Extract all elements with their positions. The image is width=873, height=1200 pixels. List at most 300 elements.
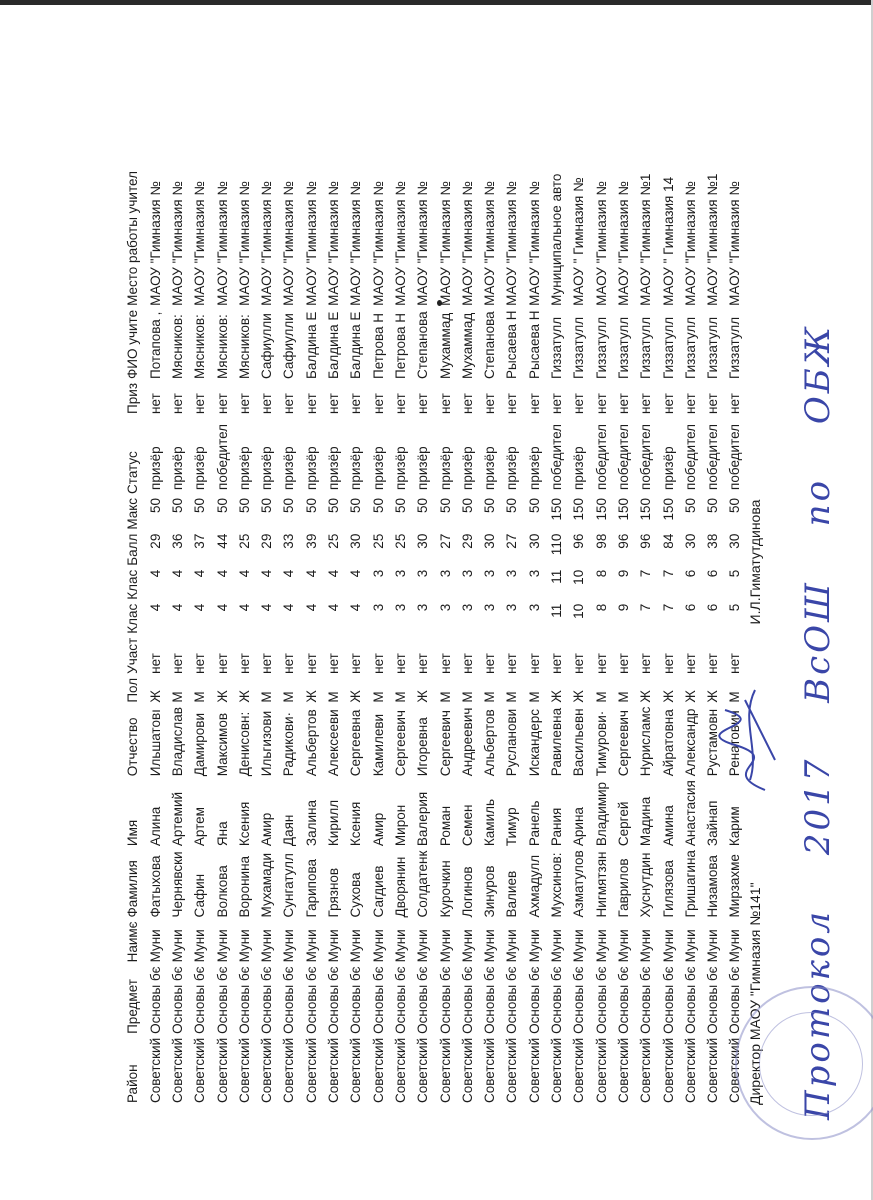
table-cell: Фатыхова xyxy=(147,855,163,918)
table-cell: Рустамовн xyxy=(705,708,721,777)
table-cell: Основы бє xyxy=(482,966,498,1034)
table-cell: Основы бє xyxy=(459,966,475,1034)
table-cell: 44 xyxy=(214,533,230,549)
column-header: Наимє xyxy=(125,921,141,963)
table-cell: М xyxy=(192,691,208,703)
table-cell: Советский xyxy=(348,1037,364,1103)
table-cell: МАОУ "Гимназия № xyxy=(727,181,743,306)
table-cell: Дамирови xyxy=(192,713,208,777)
column-header: Макс xyxy=(125,497,141,530)
table-cell: Муни xyxy=(348,929,364,963)
table-cell: Основы бє xyxy=(147,966,163,1034)
table-cell: МАОУ " Гимназия 14 xyxy=(660,176,676,306)
table-cell: Советский xyxy=(705,1037,721,1103)
table-cell: Муни xyxy=(326,929,342,963)
table-cell: Амир xyxy=(370,812,386,847)
table-cell: нет xyxy=(392,393,408,414)
table-cell: Айратовна xyxy=(660,709,676,777)
table-cell: МАОУ "Гимназия №1 xyxy=(705,173,721,306)
column-header: Район xyxy=(125,1064,141,1103)
rotated-page xyxy=(0,100,873,1200)
table-cell: Азматулов xyxy=(571,850,587,918)
table-cell: нет xyxy=(437,393,453,414)
table-cell: 27 xyxy=(504,533,520,549)
table-cell: победител xyxy=(705,423,721,490)
table-cell: Ж xyxy=(236,690,252,703)
table-cell: 4 xyxy=(326,569,342,578)
table-cell: Залина xyxy=(303,800,319,847)
table-cell: Советский xyxy=(437,1037,453,1103)
table-cell: Алексееви xyxy=(326,709,342,777)
table-cell: Муни xyxy=(459,929,475,963)
table-cell: Карим xyxy=(727,806,743,847)
table-row xyxy=(233,169,255,1105)
table-cell: победител xyxy=(593,423,609,490)
table-cell: 7 xyxy=(660,569,676,578)
table-cell: Гиззатулл xyxy=(660,316,676,379)
table-cell: М xyxy=(169,691,185,703)
table-cell: Советский xyxy=(214,1037,230,1103)
table-cell: Основы бє xyxy=(660,966,676,1034)
table-cell: Искандерс xyxy=(526,708,542,777)
table-cell: Тимурови· xyxy=(593,710,609,777)
table-cell: нет xyxy=(236,393,252,414)
table-cell: 3 xyxy=(459,569,475,578)
table-cell: Ранель xyxy=(526,800,542,847)
table-cell: нет xyxy=(370,653,386,674)
table-cell: 5 xyxy=(727,569,743,578)
table-cell: М xyxy=(526,691,542,703)
table-cell: призёр xyxy=(348,446,364,490)
table-cell: 3 xyxy=(392,603,408,612)
table-cell: нет xyxy=(348,653,364,674)
table-cell: 3 xyxy=(370,569,386,578)
table-cell: Низамова xyxy=(705,855,721,918)
table-cell: нет xyxy=(303,653,319,674)
table-cell: 4 xyxy=(192,603,208,612)
table-cell: 50 xyxy=(392,497,408,513)
table-cell: 3 xyxy=(504,569,520,578)
table-cell: Основы бє xyxy=(192,966,208,1034)
table-cell: призёр xyxy=(660,446,676,490)
table-cell: нет xyxy=(705,393,721,414)
table-row xyxy=(456,169,478,1105)
table-cell: 50 xyxy=(727,497,743,513)
table-cell: Солдатенк xyxy=(415,850,431,918)
table-row xyxy=(211,169,233,1105)
table-cell: 4 xyxy=(236,603,252,612)
table-cell: МАОУ "Гимназия № xyxy=(303,181,319,306)
table-cell: МАОУ "Гимназия № xyxy=(482,181,498,306)
table-cell: 8 xyxy=(593,569,609,578)
table-cell: 6 xyxy=(682,569,698,578)
table-cell: М xyxy=(593,691,609,703)
table-cell: Андреевич xyxy=(459,707,475,777)
table-cell: Сафин xyxy=(192,873,208,918)
table-cell: нет xyxy=(437,653,453,674)
table-cell: Муни xyxy=(236,929,252,963)
table-cell: МАОУ "Гимназия № xyxy=(370,181,386,306)
table-cell: 30 xyxy=(682,533,698,549)
table-cell: Кирилл xyxy=(326,799,342,847)
table-cell: Основы бє xyxy=(169,966,185,1034)
table-cell: Нигмятзян xyxy=(593,851,609,918)
table-cell: Муни xyxy=(682,929,698,963)
table-cell: Основы бє xyxy=(593,966,609,1034)
table-cell: Муни xyxy=(169,929,185,963)
table-cell: Советский xyxy=(281,1037,297,1103)
table-cell: 5 xyxy=(727,603,743,612)
table-cell: 38 xyxy=(705,533,721,549)
table-cell: Советский xyxy=(236,1037,252,1103)
table-cell: нет xyxy=(326,393,342,414)
table-cell: Мирзахме xyxy=(727,854,743,918)
table-cell: призёр xyxy=(482,446,498,490)
table-cell: 9 xyxy=(615,603,631,612)
table-cell: Муни xyxy=(549,929,565,963)
column-header: Приз xyxy=(125,382,141,414)
table-cell: Тимур xyxy=(504,807,520,847)
table-cell: 50 xyxy=(236,497,252,513)
table-cell: 4 xyxy=(147,569,163,578)
table-cell: Ж xyxy=(415,690,431,703)
table-cell: Муни xyxy=(526,929,542,963)
table-cell: МАОУ "Гимназия № xyxy=(192,181,208,306)
table-cell: Яна xyxy=(214,821,230,847)
table-cell: 3 xyxy=(526,569,542,578)
table-cell: Муни xyxy=(593,929,609,963)
table-cell: Советский xyxy=(326,1037,342,1103)
table-cell: Гришагина xyxy=(682,850,698,918)
table-cell: Основы бє xyxy=(571,966,587,1034)
table-cell: 50 xyxy=(415,497,431,513)
table-cell: М xyxy=(259,691,275,703)
table-cell: Гиззатулл xyxy=(682,316,698,379)
table-cell: Советский xyxy=(638,1037,654,1103)
column-header: Статус xyxy=(125,451,141,494)
table-cell: 50 xyxy=(192,497,208,513)
table-cell: победител xyxy=(615,423,631,490)
table-row xyxy=(367,169,389,1105)
table-cell: 50 xyxy=(526,497,542,513)
table-cell: МАОУ "Гимназия № xyxy=(236,181,252,306)
table-cell: 4 xyxy=(192,569,208,578)
table-row xyxy=(523,169,545,1105)
table-row xyxy=(635,169,657,1105)
table-cell: 4 xyxy=(169,603,185,612)
school-stamp xyxy=(735,986,873,1140)
table-cell: нет xyxy=(504,653,520,674)
table-cell: 25 xyxy=(370,533,386,549)
table-cell: Владислав xyxy=(169,707,185,777)
table-cell: нет xyxy=(147,653,163,674)
table-cell: 150 xyxy=(660,497,676,521)
table-cell: Сергеевна xyxy=(348,709,364,777)
table-cell: Сафиулли xyxy=(259,313,275,379)
table-cell: нет xyxy=(660,653,676,674)
table-cell: Основы бє xyxy=(415,966,431,1034)
table-cell: Гиззатулл xyxy=(593,316,609,379)
table-cell: Ж xyxy=(214,690,230,703)
table-cell: Советский xyxy=(660,1037,676,1103)
table-row xyxy=(323,169,345,1105)
table-cell: 84 xyxy=(660,533,676,549)
table-cell: победител xyxy=(549,423,565,490)
table-cell: Алина xyxy=(147,806,163,847)
table-cell: М xyxy=(727,691,743,703)
column-header: Место работы учител xyxy=(125,171,141,306)
protocol-table xyxy=(122,169,746,1105)
table-row xyxy=(434,169,456,1105)
director-name: И.Л.Гиматутдинова xyxy=(747,499,763,625)
table-cell: 30 xyxy=(415,533,431,549)
table-cell: Ж xyxy=(549,690,565,703)
table-cell: 4 xyxy=(214,603,230,612)
table-cell: Советский xyxy=(259,1037,275,1103)
table-cell: 30 xyxy=(526,533,542,549)
table-cell: Муни xyxy=(303,929,319,963)
table-row xyxy=(479,169,501,1105)
table-cell: нет xyxy=(259,653,275,674)
table-cell: победител xyxy=(682,423,698,490)
table-cell: Ж xyxy=(303,690,319,703)
table-cell: Муни xyxy=(281,929,297,963)
table-row xyxy=(300,169,322,1105)
table-cell: Артем xyxy=(192,807,208,847)
table-cell: 96 xyxy=(571,533,587,549)
table-cell: Сергеевич xyxy=(615,710,631,777)
table-cell: Дворянин xyxy=(392,856,408,918)
table-cell: нет xyxy=(147,393,163,414)
table-cell: Мадина xyxy=(638,796,654,847)
table-cell: призёр xyxy=(504,446,520,490)
table-cell: 50 xyxy=(214,497,230,513)
table-cell: Амина xyxy=(660,805,676,847)
table-cell: 4 xyxy=(326,603,342,612)
table-cell: нет xyxy=(727,393,743,414)
table-cell: нет xyxy=(192,653,208,674)
table-cell: 4 xyxy=(169,569,185,578)
director-title: Директор МАОУ "Гимназия №141" xyxy=(747,882,763,1105)
table-cell: 6 xyxy=(705,603,721,612)
table-cell: Петрова Н xyxy=(370,312,386,379)
table-cell: 29 xyxy=(459,533,475,549)
table-row xyxy=(613,169,635,1105)
table-cell: 3 xyxy=(482,603,498,612)
table-cell: Основы бє xyxy=(727,966,743,1034)
table-cell: Советский xyxy=(459,1037,475,1103)
table-cell: 30 xyxy=(348,533,364,549)
table-cell: Петрова Н xyxy=(392,312,408,379)
table-cell: Муни xyxy=(615,929,631,963)
table-cell: 150 xyxy=(593,497,609,521)
table-cell: Альбертов xyxy=(482,709,498,777)
table-cell: Основы бє xyxy=(682,966,698,1034)
table-cell: нет xyxy=(571,393,587,414)
table-cell: Ксения xyxy=(348,801,364,847)
table-cell: МАОУ "Гимназия № xyxy=(348,181,364,306)
table-cell: 3 xyxy=(526,603,542,612)
table-cell: нет xyxy=(281,653,297,674)
table-cell: Русланови xyxy=(504,708,520,777)
table-cell: нет xyxy=(459,653,475,674)
table-cell: Советский xyxy=(571,1037,587,1103)
table-cell: Владимир xyxy=(593,781,609,847)
table-cell: нет xyxy=(482,653,498,674)
handwritten-signature xyxy=(705,680,795,800)
table-cell: Гиззатулл xyxy=(727,316,743,379)
table-cell: Рысаева Н xyxy=(504,310,520,379)
table-row xyxy=(568,169,590,1105)
table-cell: М xyxy=(326,691,342,703)
table-cell: Воронина xyxy=(236,855,252,918)
table-cell: нет xyxy=(682,393,698,414)
table-cell: Ж xyxy=(571,690,587,703)
table-cell: Балдина Е xyxy=(303,311,319,379)
table-cell: 3 xyxy=(482,569,498,578)
table-cell: 3 xyxy=(415,569,431,578)
table-cell: нет xyxy=(638,393,654,414)
table-row xyxy=(679,169,701,1105)
table-cell: Основы бє xyxy=(303,966,319,1034)
table-cell: 96 xyxy=(615,533,631,549)
table-cell: 29 xyxy=(259,533,275,549)
table-cell: Ренатович xyxy=(727,710,743,777)
table-cell: Основы бє xyxy=(638,966,654,1034)
table-cell: М xyxy=(504,691,520,703)
table-cell: нет xyxy=(660,393,676,414)
table-cell: призёр xyxy=(281,446,297,490)
table-cell: Советский xyxy=(504,1037,520,1103)
table-cell: М xyxy=(370,691,386,703)
table-cell: 50 xyxy=(259,497,275,513)
table-cell: Муни xyxy=(660,929,676,963)
table-cell: 4 xyxy=(303,569,319,578)
table-cell: 50 xyxy=(705,497,721,513)
handwritten-title: Протокол 2017 ВсОШ по ОБЖ xyxy=(798,324,838,1120)
table-cell: Сухова xyxy=(348,872,364,918)
table-cell: Сергеевич xyxy=(437,710,453,777)
table-cell: Рысаева Н xyxy=(526,310,542,379)
table-cell: Ильгизови xyxy=(259,710,275,777)
column-header: Клас xyxy=(125,569,141,600)
table-cell: Муни xyxy=(482,929,498,963)
table-cell: МАОУ "Гимназия № xyxy=(459,181,475,306)
table-cell: Мухамади xyxy=(259,852,275,918)
table-cell: нет xyxy=(615,393,631,414)
table-cell: Муни xyxy=(727,929,743,963)
table-cell: Валерия xyxy=(415,791,431,847)
table-cell: Ж xyxy=(705,690,721,703)
table-cell: 4 xyxy=(281,569,297,578)
table-cell: 4 xyxy=(214,569,230,578)
table-cell: Мухаммад xyxy=(437,312,453,379)
table-cell: 9 xyxy=(615,569,631,578)
table-cell: нет xyxy=(392,653,408,674)
column-header: Предмет xyxy=(125,979,141,1034)
table-cell: Сергеевич xyxy=(392,710,408,777)
table-cell: 7 xyxy=(638,569,654,578)
table-cell: 3 xyxy=(504,603,520,612)
table-cell: Ж xyxy=(147,690,163,703)
table-cell: 98 xyxy=(593,533,609,549)
table-cell: нет xyxy=(348,393,364,414)
table-cell: Муниципальное авто xyxy=(549,173,565,306)
table-row xyxy=(278,169,300,1105)
table-cell: 4 xyxy=(303,603,319,612)
table-cell: нет xyxy=(214,393,230,414)
column-header: Отчество xyxy=(125,717,141,777)
table-cell: Александр xyxy=(682,708,698,777)
table-cell: МАОУ "Гимназия № xyxy=(526,181,542,306)
table-cell: МАОУ "Гимназия № xyxy=(326,181,342,306)
table-cell: нет xyxy=(214,653,230,674)
table-cell: 27 xyxy=(437,533,453,549)
table-cell: Сафиулли xyxy=(281,313,297,379)
table-cell: Сунгатулл xyxy=(281,853,297,918)
table-cell: М xyxy=(437,691,453,703)
table-cell: 4 xyxy=(348,569,364,578)
column-header: Клас xyxy=(125,603,141,634)
table-cell: Советский xyxy=(392,1037,408,1103)
table-row xyxy=(657,169,679,1105)
table-cell: 4 xyxy=(259,603,275,612)
table-cell: Советский xyxy=(192,1037,208,1103)
table-cell: 50 xyxy=(281,497,297,513)
table-cell: призёр xyxy=(192,446,208,490)
table-cell: 25 xyxy=(236,533,252,549)
table-cell: МАОУ "Гимназия № xyxy=(615,181,631,306)
table-cell: МАОУ " Гимназия № xyxy=(571,177,587,306)
table-cell: Муни xyxy=(392,929,408,963)
table-row xyxy=(256,169,278,1105)
table-cell: 96 xyxy=(638,533,654,549)
table-cell: Артемий xyxy=(169,791,185,847)
table-cell: 150 xyxy=(549,497,565,521)
table-cell: МАОУ "Гимназия № xyxy=(415,181,431,306)
table-cell: 30 xyxy=(727,533,743,549)
table-cell: 50 xyxy=(326,497,342,513)
table-cell: Основы бє xyxy=(549,966,565,1034)
table-cell: нет xyxy=(549,653,565,674)
table-cell: 3 xyxy=(437,569,453,578)
table-cell: Сагдиев xyxy=(370,865,386,918)
table-cell: 4 xyxy=(147,603,163,612)
table-cell: 150 xyxy=(638,497,654,521)
column-header: Пол xyxy=(125,677,141,703)
table-cell: Степанова xyxy=(415,311,431,379)
table-cell: 3 xyxy=(392,569,408,578)
table-cell: МАОУ "Гимназия №1 xyxy=(638,173,654,306)
table-cell: призёр xyxy=(169,446,185,490)
table-cell: МАОУ "Гимназия № xyxy=(504,181,520,306)
table-cell: Советский xyxy=(147,1037,163,1103)
table-cell: призёр xyxy=(236,446,252,490)
table-cell: Основы бє xyxy=(326,966,342,1034)
table-cell: 50 xyxy=(504,497,520,513)
table-cell: 11 xyxy=(549,569,565,584)
table-cell: МАОУ "Гимназия № xyxy=(281,181,297,306)
table-cell: Рания xyxy=(549,807,565,847)
table-cell: Муни xyxy=(192,929,208,963)
table-cell: 8 xyxy=(593,603,609,612)
table-cell: Камиль xyxy=(482,798,498,847)
table-cell: Альбертов xyxy=(303,709,319,777)
table-cell: Мясников: xyxy=(169,314,185,379)
table-cell: нет xyxy=(571,653,587,674)
table-cell: МАОУ "Гимназия № xyxy=(392,181,408,306)
table-cell: призёр xyxy=(459,446,475,490)
